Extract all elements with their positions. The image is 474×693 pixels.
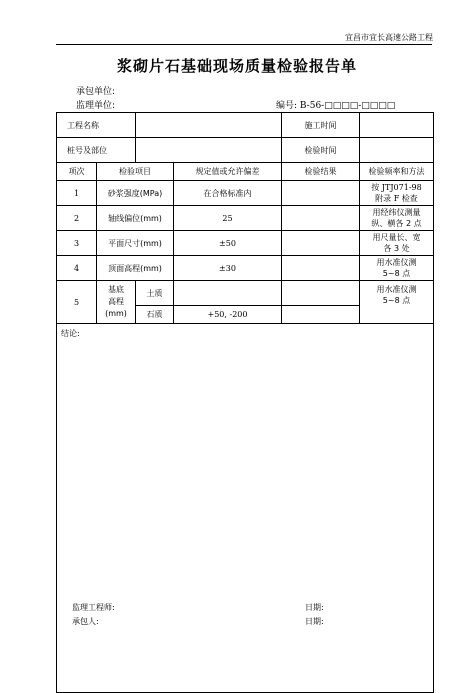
row-no: 2 (57, 206, 97, 231)
row-spec-rock: +50, -200 (174, 306, 282, 324)
col-header-item: 检验项目 (97, 163, 174, 181)
header-project-name: 宜昌市宜长高速公路工程 (345, 33, 433, 42)
conclusion-field[interactable] (57, 324, 434, 693)
row-no: 4 (57, 256, 97, 281)
row-spec: 在合格标准内 (174, 181, 282, 206)
row-no: 5 (57, 281, 97, 324)
row-method: 用水准仪测 5~8 点 (360, 256, 434, 281)
station-value[interactable] (136, 138, 282, 163)
row-no: 1 (57, 181, 97, 206)
row-result-soil[interactable] (282, 281, 360, 306)
supervisor-engineer-label: 监理工程师: (72, 603, 115, 612)
row-method: 用经纬仪测量 纵、横各 2 点 (360, 206, 434, 231)
row-item: 基底 高程(mm) (97, 281, 136, 324)
row-no: 3 (57, 231, 97, 256)
row-result[interactable] (282, 206, 360, 231)
row-spec: ±50 (174, 231, 282, 256)
date-label-contractor: 日期: (305, 617, 324, 626)
row-item: 轴线偏位(mm) (97, 206, 174, 231)
column-header-row (57, 163, 434, 181)
project-name-label: 工程名称 (57, 113, 136, 138)
table-row (57, 231, 434, 256)
conclusion-label: 结论: (61, 329, 80, 338)
row-spec-soil (174, 281, 282, 306)
header-rule (56, 44, 432, 45)
col-header-method: 检验频率和方法 (360, 163, 434, 181)
date-label-supervisor: 日期: (305, 603, 324, 612)
row-result-rock[interactable] (282, 306, 360, 324)
station-label: 桩号及部位 (57, 138, 136, 163)
conclusion-row (57, 324, 434, 693)
supervisor-label: 监理单位: (76, 101, 116, 111)
report-title: 浆砌片石基础现场质量检验报告单 (116, 57, 357, 75)
row-spec: ±30 (174, 256, 282, 281)
row-spec: 25 (174, 206, 282, 231)
col-header-spec: 规定值或允许偏差 (174, 163, 282, 181)
document-number: 编号: B-56-□□□□-□□□□ (276, 101, 396, 111)
row-item: 顶面高程(mm) (97, 256, 174, 281)
project-name-value[interactable] (136, 113, 282, 138)
row-item: 砂浆强度(MPa) (97, 181, 174, 206)
contractor-person-label: 承包人: (72, 617, 99, 626)
project-name-row (57, 113, 434, 138)
table-row (57, 181, 434, 206)
row-method: 按 JTJ071-98 附录 F 检查 (360, 181, 434, 206)
col-header-result: 检验结果 (282, 163, 360, 181)
station-row (57, 138, 434, 163)
row-result[interactable] (282, 256, 360, 281)
row-method: 用尺量长、宽 各 3 处 (360, 231, 434, 256)
row-item: 平面尺寸(mm) (97, 231, 174, 256)
row-subitem-rock: 石质 (136, 306, 174, 324)
contractor-label: 承包单位: (76, 87, 116, 97)
row-method: 用水准仪测 5~8 点 (360, 281, 434, 324)
table-row (57, 281, 434, 306)
col-header-no: 项次 (57, 163, 97, 181)
inspection-time-value[interactable] (360, 138, 434, 163)
construction-time-value[interactable] (360, 113, 434, 138)
construction-time-label: 施工时间 (282, 113, 360, 138)
inspection-time-label: 检验时间 (282, 138, 360, 163)
row-result[interactable] (282, 231, 360, 256)
table-row (57, 256, 434, 281)
row-subitem-soil: 土质 (136, 281, 174, 306)
table-row (57, 206, 434, 231)
row-result[interactable] (282, 181, 360, 206)
